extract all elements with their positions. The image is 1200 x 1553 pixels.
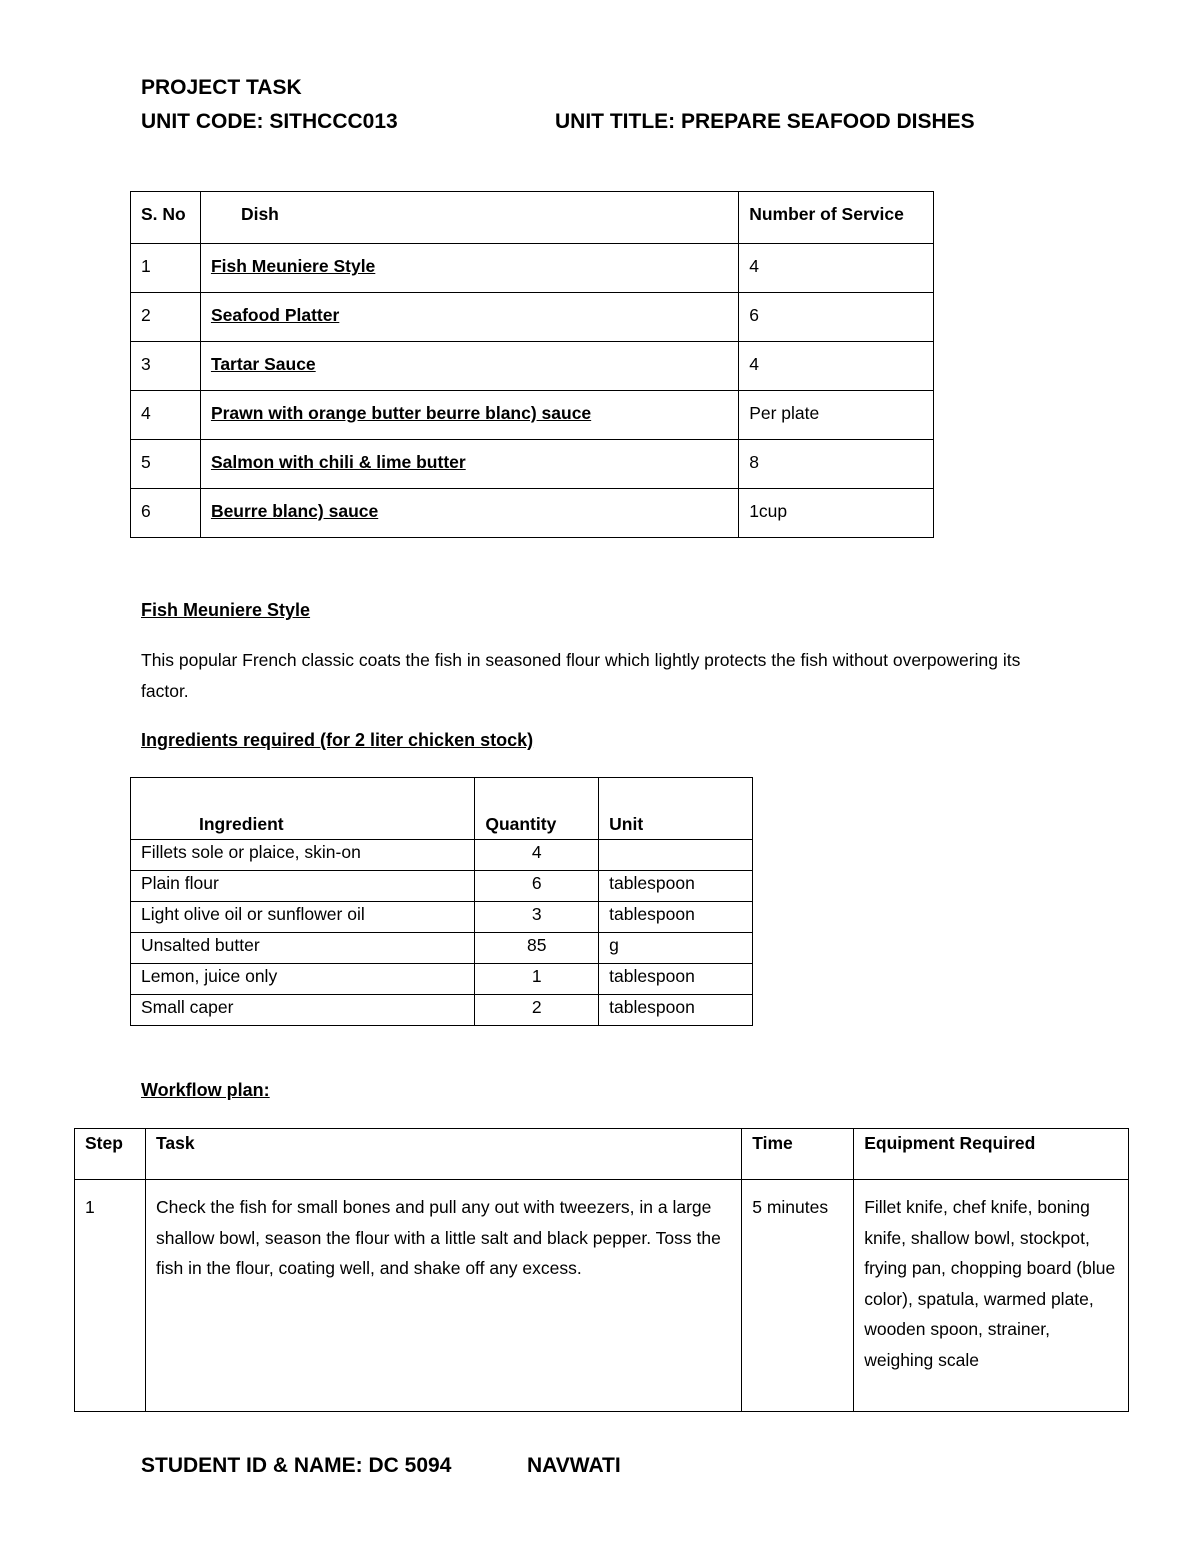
- dish-no: 3: [131, 342, 201, 391]
- dish-table-header: [131, 192, 934, 244]
- workflow-table: [74, 1128, 1129, 1412]
- ingredient-qty: 6: [475, 871, 599, 902]
- dish-name: Beurre blanc) sauce: [200, 489, 738, 538]
- header-task: Task: [145, 1129, 741, 1180]
- ingredient-qty: 1: [475, 964, 599, 995]
- dish-no: 1: [131, 244, 201, 293]
- dish-name: Fish Meuniere Style: [200, 244, 738, 293]
- ingredient-unit: tablespoon: [599, 871, 753, 902]
- ingredient-name: Lemon, juice only: [131, 964, 475, 995]
- header-step: Step: [75, 1129, 146, 1180]
- workflow-task: Check the fish for small bones and pull any out with tweezers, in a large shallow bowl, season the flour with a little salt and black pepper. Toss the fish in the flour, coating well, and shake off any excess.: [145, 1180, 741, 1412]
- table-row: [131, 902, 753, 933]
- section-description: This popular French classic coats the fish in seasoned flour which lightly protects the fish without overpowering its factor.: [141, 650, 1021, 701]
- table-row: [131, 964, 753, 995]
- table-row: [131, 342, 934, 391]
- ingredient-qty: 85: [475, 933, 599, 964]
- header-service: Number of Service: [739, 192, 934, 244]
- ingredient-unit: tablespoon: [599, 964, 753, 995]
- table-row: [131, 440, 934, 489]
- dish-no: 4: [131, 391, 201, 440]
- dish-table: [130, 191, 934, 538]
- dish-name: Tartar Sauce: [200, 342, 738, 391]
- table-row: [131, 840, 753, 871]
- dish-name: Seafood Platter: [200, 293, 738, 342]
- table-row: [131, 871, 753, 902]
- ingredients-title: Ingredients required (for 2 liter chicken stock): [141, 730, 534, 750]
- ingredient-name: Plain flour: [131, 871, 475, 902]
- ingredient-unit: g: [599, 933, 753, 964]
- dish-no: 6: [131, 489, 201, 538]
- ingredient-qty: 3: [475, 902, 599, 933]
- dish-service: 4: [739, 342, 934, 391]
- unit-code: UNIT CODE: SITHCCC013: [141, 110, 398, 133]
- dish-service: 8: [739, 440, 934, 489]
- workflow-time: 5 minutes: [742, 1180, 854, 1412]
- table-row: [131, 244, 934, 293]
- dish-service: 6: [739, 293, 934, 342]
- header-quantity: Quantity: [475, 778, 599, 840]
- project-task-heading: PROJECT TASK: [141, 76, 302, 99]
- dish-service: 4: [739, 244, 934, 293]
- dish-name: Prawn with orange butter beurre blanc) sauce: [200, 391, 738, 440]
- ingredient-unit: tablespoon: [599, 995, 753, 1026]
- table-row: [131, 391, 934, 440]
- ingredient-name: Unsalted butter: [131, 933, 475, 964]
- table-row: [75, 1180, 1129, 1412]
- dish-service: 1cup: [739, 489, 934, 538]
- student-name: NAVWATI: [527, 1454, 621, 1477]
- ingredient-table: [130, 777, 753, 1026]
- dish-service: Per plate: [739, 391, 934, 440]
- ingredient-name: Fillets sole or plaice, skin-on: [131, 840, 475, 871]
- ingredient-qty: 2: [475, 995, 599, 1026]
- ingredient-table-header: [131, 778, 753, 840]
- dish-no: 5: [131, 440, 201, 489]
- header-dish: Dish: [200, 192, 738, 244]
- workflow-step: 1: [75, 1180, 146, 1412]
- table-row: [131, 489, 934, 538]
- header-time: Time: [742, 1129, 854, 1180]
- student-id-label: STUDENT ID & NAME: DC 5094: [141, 1454, 452, 1477]
- workflow-title: Workflow plan:: [141, 1080, 270, 1100]
- ingredient-unit: tablespoon: [599, 902, 753, 933]
- workflow-table-header: [75, 1129, 1129, 1180]
- header-unit: Unit: [599, 778, 753, 840]
- ingredient-unit: [599, 840, 753, 871]
- header-sno: S. No: [131, 192, 201, 244]
- section-title: Fish Meuniere Style: [141, 600, 311, 620]
- table-row: [131, 995, 753, 1026]
- header-equipment: Equipment Required: [854, 1129, 1129, 1180]
- dish-no: 2: [131, 293, 201, 342]
- dish-name: Salmon with chili & lime butter: [200, 440, 738, 489]
- ingredient-name: Light olive oil or sunflower oil: [131, 902, 475, 933]
- table-row: [131, 933, 753, 964]
- workflow-equipment: Fillet knife, chef knife, boning knife, shallow bowl, stockpot, frying pan, chopping board (blue color), spatula, warmed plate, wooden spoon, strainer, weighing scale: [854, 1180, 1129, 1412]
- ingredient-qty: 4: [475, 840, 599, 871]
- table-row: [131, 293, 934, 342]
- ingredient-name: Small caper: [131, 995, 475, 1026]
- unit-title: UNIT TITLE: PREPARE SEAFOOD DISHES: [555, 110, 975, 133]
- header-ingredient: Ingredient: [131, 778, 475, 840]
